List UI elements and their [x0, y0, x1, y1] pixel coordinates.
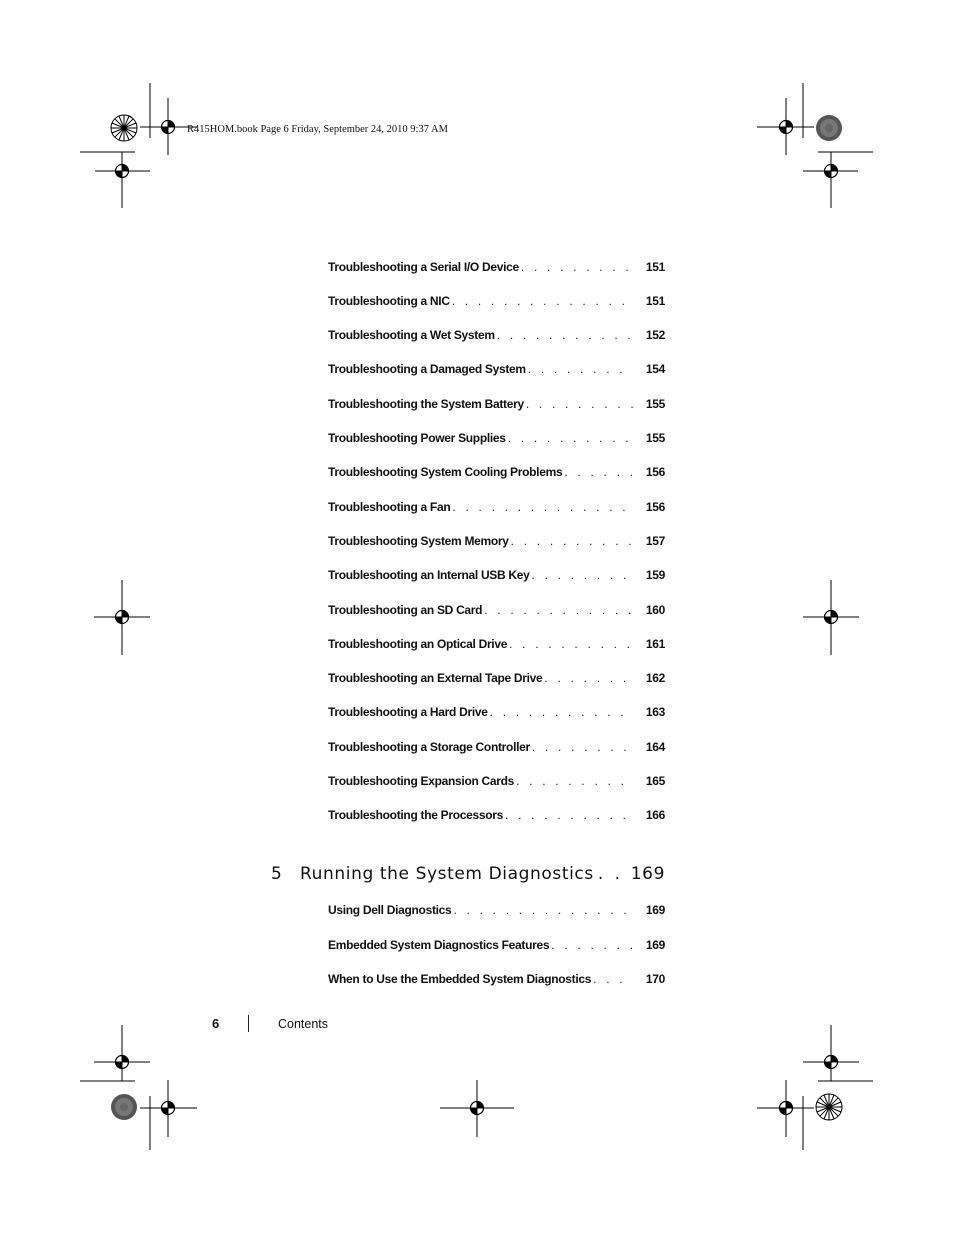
toc-entry-page: 170 [645, 972, 665, 986]
chapter-page: 169 [630, 864, 665, 884]
crosshair-icon [116, 165, 129, 178]
toc-entry-page: 161 [645, 637, 665, 651]
star-target-icon [816, 1094, 842, 1120]
toc-entry-page: 155 [645, 431, 665, 445]
toc-entry[interactable] [328, 465, 665, 481]
toc-entry[interactable] [328, 568, 665, 584]
dot-leader [453, 903, 633, 917]
dot-leader [528, 362, 633, 376]
chapter-heading[interactable] [271, 864, 665, 888]
crosshair-icon [116, 611, 129, 624]
toc-entry-page: 154 [645, 362, 665, 376]
toc-entry[interactable] [328, 397, 665, 413]
dot-leader [484, 603, 633, 617]
chapter-title: Running the System Diagnostics [300, 864, 594, 884]
toc-entry[interactable] [328, 534, 665, 550]
toc-entry[interactable] [328, 431, 665, 447]
toc-entry-page: 165 [645, 774, 665, 788]
toc-entry-page: 156 [645, 465, 665, 479]
dot-leader [551, 938, 633, 952]
toc-entry-title: When to Use the Embedded System Diagnostics [328, 972, 592, 986]
crosshair-icon [825, 1056, 838, 1069]
toc-entry-title: Troubleshooting an Internal USB Key [328, 568, 530, 582]
toc-entry-page: 151 [645, 260, 665, 274]
toc-entry[interactable] [328, 903, 665, 919]
toc-entry[interactable] [328, 774, 665, 790]
toc-entry-page: 159 [645, 568, 665, 582]
toc-entry-title: Troubleshooting System Memory [328, 534, 509, 548]
crosshair-icon [780, 1102, 793, 1115]
dot-leader [509, 637, 633, 651]
toc-entry-page: 151 [645, 294, 665, 308]
dot-leader [452, 294, 633, 308]
dot-leader [497, 328, 633, 342]
toc-entry[interactable] [328, 500, 665, 516]
toc-entry[interactable] [328, 972, 665, 988]
dot-leader [564, 465, 633, 479]
toc-entry-page: 156 [645, 500, 665, 514]
toc-entry-page: 163 [645, 705, 665, 719]
dot-leader [508, 431, 633, 445]
footer-page-number: 6 [212, 1016, 220, 1031]
crosshair-icon [780, 121, 793, 134]
toc-entry-page: 152 [645, 328, 665, 342]
toc-entry-title: Troubleshooting a NIC [328, 294, 450, 308]
dot-leader [598, 864, 627, 884]
chapter-number: 5 [271, 864, 283, 884]
crosshair-icon [471, 1102, 484, 1115]
toc-entry-title: Troubleshooting an Optical Drive [328, 637, 508, 651]
toc-entry-page: 169 [645, 938, 665, 952]
toc-entry[interactable] [328, 603, 665, 619]
toc-entry-title: Troubleshooting the Processors [328, 808, 504, 822]
crosshair-icon [825, 611, 838, 624]
dot-leader [526, 397, 633, 411]
toc-entry-title: Troubleshooting a Hard Drive [328, 705, 488, 719]
toc-entry-page: 160 [645, 603, 665, 617]
toc-entry-title: Troubleshooting an External Tape Drive [328, 671, 543, 685]
toc-entry[interactable] [328, 740, 665, 756]
toc-entry-title: Troubleshooting System Cooling Problems [328, 465, 563, 479]
dot-leader [511, 534, 633, 548]
crosshair-icon [116, 1056, 129, 1069]
toc-entry-title: Embedded System Diagnostics Features [328, 938, 550, 952]
toc-entry-page: 157 [645, 534, 665, 548]
dot-leader [490, 705, 633, 719]
toc-entry-title: Troubleshooting a Damaged System [328, 362, 526, 376]
toc-entry[interactable] [328, 362, 665, 378]
toc-entry-page: 164 [645, 740, 665, 754]
dot-leader [516, 774, 633, 788]
crosshair-icon [162, 121, 175, 134]
crosshair-icon [162, 1102, 175, 1115]
dot-leader [544, 671, 633, 685]
toc-entry-title: Troubleshooting an SD Card [328, 603, 483, 617]
dot-leader [593, 972, 633, 986]
toc-entry-title: Using Dell Diagnostics [328, 903, 452, 917]
dot-leader [532, 568, 633, 582]
toc-entry[interactable] [328, 328, 665, 344]
star-target-icon [111, 115, 137, 141]
toc-entry[interactable] [328, 637, 665, 653]
toc-entry-title: Troubleshooting the System Battery [328, 397, 524, 411]
toc-entry-title: Troubleshooting a Storage Controller [328, 740, 530, 754]
toc-entry-page: 166 [645, 808, 665, 822]
crosshair-icon [825, 165, 838, 178]
toc-entry-title: Troubleshooting a Serial I/O Device [328, 260, 519, 274]
toc-entry[interactable] [328, 294, 665, 310]
toc-entry[interactable] [328, 260, 665, 276]
gray-disc-icon [816, 115, 842, 141]
toc-entry-page: 155 [645, 397, 665, 411]
dot-leader [532, 740, 633, 754]
toc-entry-page: 162 [645, 671, 665, 685]
toc-entry[interactable] [328, 808, 665, 824]
footer-section-label: Contents [278, 1017, 329, 1031]
dot-leader [505, 808, 633, 822]
gray-disc-icon [111, 1094, 137, 1120]
toc-entry-title: Troubleshooting a Fan [328, 500, 451, 514]
toc-entry-title: Troubleshooting Expansion Cards [328, 774, 515, 788]
toc-entry-title: Troubleshooting Power Supplies [328, 431, 506, 445]
toc-entry[interactable] [328, 938, 665, 954]
toc-entry-title: Troubleshooting a Wet System [328, 328, 495, 342]
toc-entry[interactable] [328, 705, 665, 721]
footer-divider [248, 1015, 249, 1032]
toc-entry-page: 169 [645, 903, 665, 917]
dot-leader [521, 260, 633, 274]
dot-leader [452, 500, 633, 514]
toc-entry[interactable] [328, 671, 665, 687]
print-header: R415HOM.book Page 6 Friday, September 24, 2010 9:37 AM [187, 124, 448, 135]
